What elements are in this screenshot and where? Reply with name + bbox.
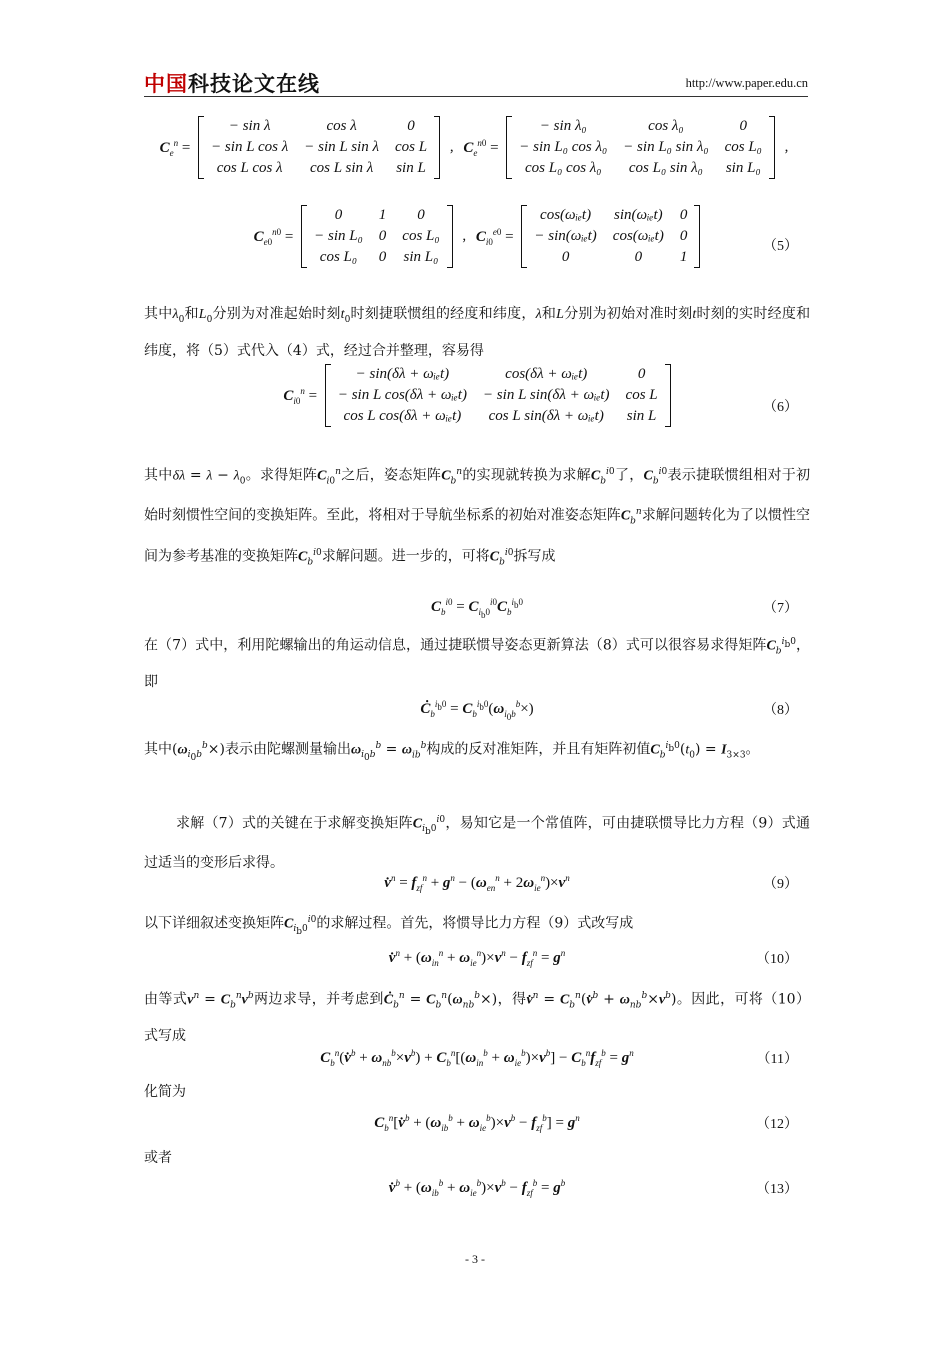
equation-13: v̇$^b$ + $(\omega_{ib}^b + \omega_{ie}^b)\times v^b - f_{zf}^b = g^b$ （13）	[388, 1178, 798, 1198]
equation-6: $C_{i0}^n$ = − sin(δλ + ωᵢₑt) cos(δλ + ωᵢₑt) 0 − sin L cos(δλ + ωᵢₑt) − sin L sin(δλ + ωᵢₑt) cos L cos L cos(δλ + ωᵢₑt) cos L sin(δλ + ωᵢₑt) sin L （6）	[144, 364, 810, 427]
equation-11: $C_b^n(v̇^b + \omega_{nb}^b\times v^b) + C_b^n[(\omega_{in}^b + \omega_{ie}^b)\times v^b] - C_b^nf_{zf}^b = g^n$ （11）	[320, 1048, 798, 1068]
matrix-Ci0-e0: cos(ωᵢₑt) sin(ωᵢₑt) 0 − sin(ωᵢₑt) cos(ωᵢₑt) 0 0 0 1	[521, 205, 700, 268]
paragraph-8: 化简为	[144, 1084, 186, 1100]
equation-number: （6）	[763, 400, 798, 415]
equation-number: （11）	[756, 1052, 798, 1067]
matrix-Ce0-n0: 0 1 0 − sin L₀ 0 cos L₀ cos L₀ 0 sin L₀	[301, 205, 453, 268]
paragraph-5: 求解（7）式的关键在于求解变换矩阵$C_{i_b0}^{i0}$，易知它是一个常值阵，可由捷联惯导比力方程（9）式通过适当的变形后求得。	[144, 815, 811, 872]
equation-12: $C_b^n[v̇^b + (\omega_{ib}^b + \omega_{ie}^b)\times v^b - f_{zf}^b] = g^n$ （12）	[374, 1113, 798, 1133]
equation-9: v̇$^n$ = $f_{zf}^n + g^n - (\omega_{en}^n + 2\omega_{ie}^n)\times v^n$ （9）	[384, 873, 798, 893]
paragraph-3: 在（7）式中，利用陀螺输出的角运动信息，通过捷联惯导姿态更新算法（8）式可以很容易求得矩阵$C_b^{i_b0}$，即	[144, 637, 811, 691]
equation-number: （10）	[756, 952, 798, 967]
equation-7: $C_b^{i0} = C_{i_b0}^{i0}C_b^{i_b0}$ （7）	[430, 597, 798, 620]
equation-number: （13）	[756, 1182, 798, 1197]
matrix-Ci0-n: − sin(δλ + ωᵢₑt) cos(δλ + ωᵢₑt) 0 − sin L cos(δλ + ωᵢₑt) − sin L sin(δλ + ωᵢₑt) cos L cos L cos(δλ + ωᵢₑt) cos L sin(δλ + ωᵢₑt) sin L	[325, 364, 671, 427]
paragraph-4: 其中$(\omega_{i_0b}^b\times)$表示由陀螺测量输出$\omega_{i_0b}^b = \omega_{ib}^b$构成的反对准矩阵，并且有矩阵初值$C_b^{i_b0}(t_0) = I_{3\times 3}$。	[144, 741, 760, 764]
page-header	[144, 62, 808, 97]
equation-number: （7）	[763, 601, 798, 616]
equation-number: （12）	[756, 1117, 798, 1132]
journal-logo: 中国科技论文在线	[144, 72, 320, 96]
equation-number: （5）	[763, 239, 798, 254]
matrix-Ce-n0: − sin λ₀ cos λ₀ 0 − sin L₀ cos λ₀ − sin L₀ sin λ₀ cos L₀ cos L₀ cos λ₀ cos L₀ sin λ₀ sin L₀	[506, 116, 775, 179]
equation-10: v̇$^n$ + $(\omega_{in}^n + \omega_{ie}^n)\times v^n - f_{zf}^n = g^n$ （10）	[388, 948, 798, 968]
equation-number: （9）	[763, 877, 798, 892]
paragraph-7: 由等式$v^n = C_b^nv^b$两边求导，并考虑到$Ċ_b^n = C_b^n(\omega_{nb}^b\times)$，得v̇$^n$ = $C_b^n(v̇^b + \omega_{nb}^b\times v^b)$。因此，可将（10）式写成	[144, 991, 810, 1045]
equation-number: （8）	[763, 703, 798, 718]
header-url[interactable]: http://www.paper.edu.cn	[685, 76, 808, 90]
equation-8: $Ċ_b^{i_b0} = C_b^{i_b0}(\omega_{i_0b}^b\times)$ （8）	[420, 699, 798, 722]
equation-Ce-matrices: $C_e^n$ = − sin λ cos λ 0 − sin L cos λ − sin L sin λ cos L cos L cos λ cos L sin λ sin L , $C_e^{n0}$ = − sin λ₀ cos λ₀ 0 − sin L₀ cos λ₀ − sin L₀ sin λ₀ cos L₀ cos L₀ cos λ₀ cos L₀ sin λ₀ sin L₀ ,	[144, 116, 810, 179]
matrix-Ce-n: − sin λ cos λ 0 − sin L cos λ − sin L sin λ cos L cos L cos λ cos L sin λ sin L	[198, 116, 440, 179]
paragraph-9: 或者	[144, 1150, 172, 1166]
paragraph-1: 其中$\lambda_0$和$L_0$分别为对准起始时刻$t_0$时刻捷联惯组的经度和纬度，λ和L分别为初始对准时刻t时刻的实时经度和纬度，将（5）式代入（4）式，经过合并整理，容易得	[144, 306, 811, 359]
paragraph-6: 以下详细叙述变换矩阵$C_{i_b0}^{i0}$的求解过程。首先，将惯导比力方程（9）式改写成	[144, 915, 634, 938]
page-number: - 3 -	[465, 1252, 485, 1266]
paragraph-2: 其中$\delta\lambda = \lambda - \lambda_0$。求得矩阵$C_{i0}^n$之后，姿态矩阵$C_b^n$的实现就转换为求解$C_b^{i0}$了，$C_b^{i0}$表示捷联惯组相对于初始时刻惯性空间的变换矩阵。至此，将相对于导航坐标系的初始对准姿态矩阵$C_b^n$求解问题转化为了以惯性空间为参考基准的变换矩阵$C_b^{i0}$求解问题。进一步的，可将$C_b^{i0}$拆写成	[144, 467, 811, 568]
equation-5: $C_{e0}^{n0}$ = 0 1 0 − sin L₀ 0 cos L₀ cos L₀ 0 sin L₀ , $C_{i0}^{e0}$ = cos(ωᵢₑt) sin(ωᵢₑt) 0 − sin(ωᵢₑt) cos(ωᵢₑt) 0 0 0 1 （5）	[144, 205, 810, 268]
